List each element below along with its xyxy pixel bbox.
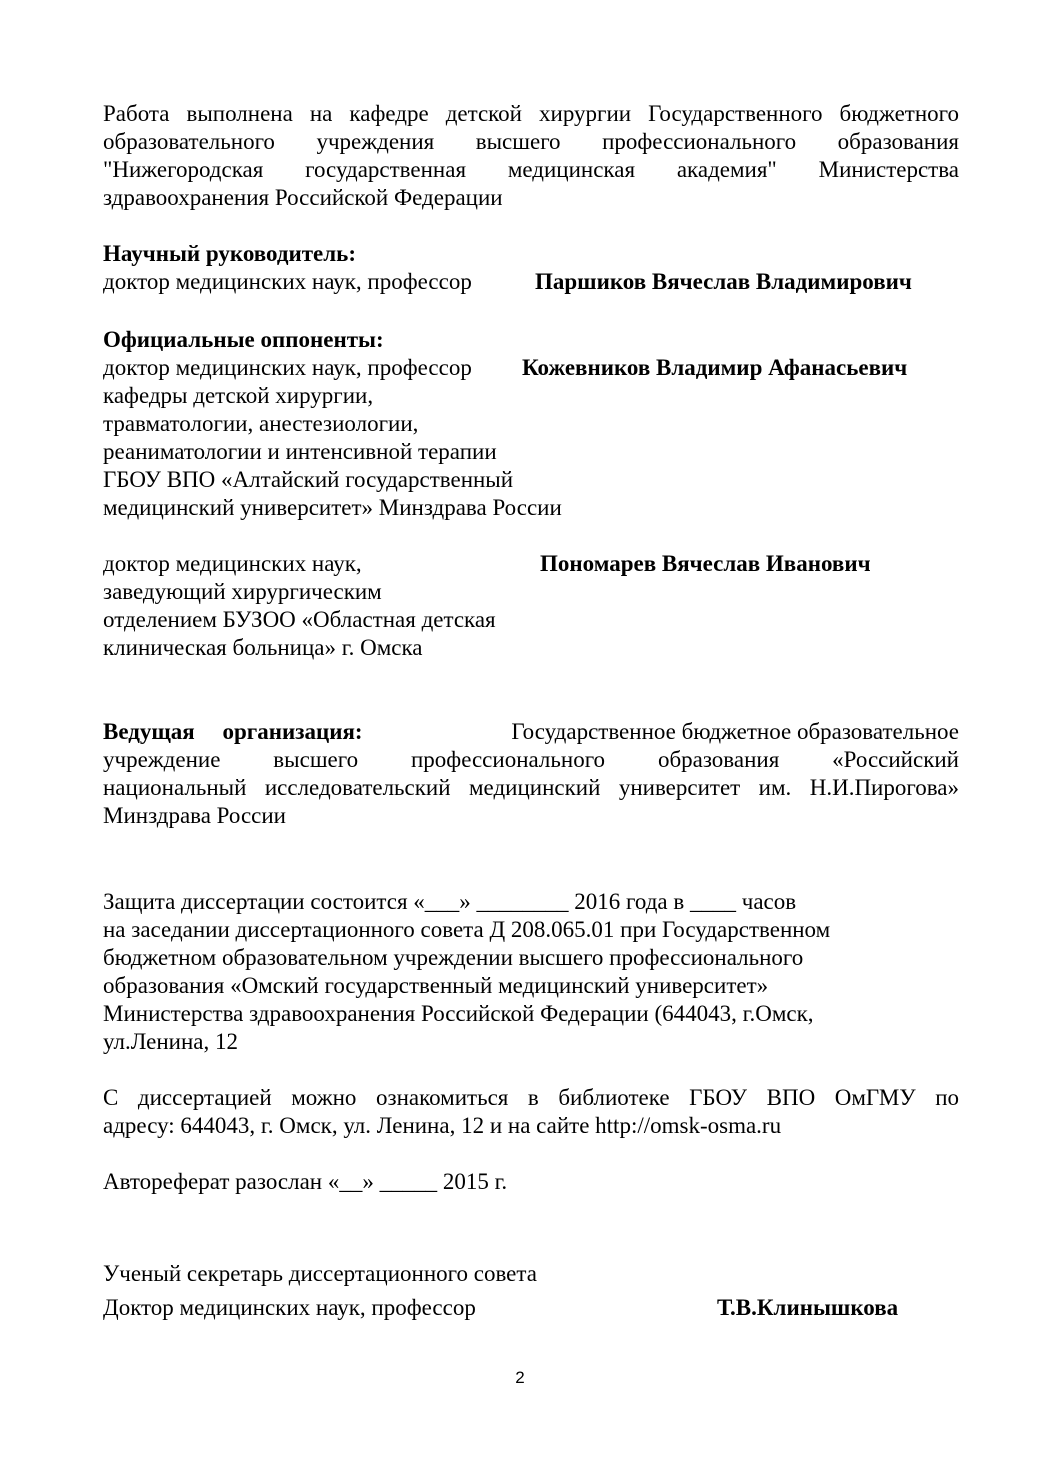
supervisor-row xyxy=(103,268,959,296)
opponent-first-line: травматологии, анестезиологии, xyxy=(103,411,419,436)
library-section xyxy=(103,1084,959,1140)
supervisor-section xyxy=(103,240,959,296)
opponent-first-name: Кожевников Владимир Афанасьевич xyxy=(522,355,908,380)
supervisor-title: доктор медицинских наук, профессор xyxy=(103,269,472,294)
opponents-heading: Официальные оппоненты: xyxy=(103,327,384,352)
document-page xyxy=(103,100,959,1322)
opponent-first-title: доктор медицинских наук, профессор xyxy=(103,355,472,380)
opponent-first-row xyxy=(103,354,959,382)
page-number: 2 xyxy=(515,1368,525,1387)
leading-org-line: учреждение высшего профессионального образования «Российский xyxy=(103,747,959,772)
leading-organization-section xyxy=(103,718,959,830)
supervisor-name: Паршиков Вячеслав Владимирович xyxy=(535,269,912,294)
abstract-sent-line: Автореферат разослан «__» _____ 2015 г. xyxy=(103,1169,508,1194)
secretary-section xyxy=(103,1260,959,1322)
opponent-first-line: медицинский университет» Минздрава России xyxy=(103,495,562,520)
leading-org-label: Ведущая организация: xyxy=(103,719,363,744)
defense-line: бюджетном образовательном учреждении высшего профессионального xyxy=(103,945,804,970)
defense-section xyxy=(103,888,959,1056)
opponents-section xyxy=(103,326,959,662)
opponent-second-row xyxy=(103,550,959,578)
intro-line: "Нижегородская государственная медицинская академия" Министерства xyxy=(103,157,959,182)
leading-org-line: национальный исследовательский медицинский университет им. Н.И.Пирогова» xyxy=(103,775,959,800)
opponent-second-title: доктор медицинских наук, xyxy=(103,551,362,576)
opponent-first-line: реаниматологии и интенсивной терапии xyxy=(103,439,497,464)
leading-org-first-line xyxy=(103,718,959,746)
secretary-name: Т.В.Клинышкова xyxy=(717,1295,899,1320)
defense-line: Министерства здравоохранения Российской Федерации (644043, г.Омск, xyxy=(103,1001,814,1026)
intro-line: здравоохранения Российской Федерации xyxy=(103,185,503,210)
opponent-first-line: ГБОУ ВПО «Алтайский государственный xyxy=(103,467,514,492)
abstract-section xyxy=(103,1168,959,1196)
opponent-second xyxy=(103,550,959,662)
opponent-second-name: Пономарев Вячеслав Иванович xyxy=(540,551,871,576)
opponent-first-line: кафедры детской хирургии, xyxy=(103,383,374,408)
intro-line: образовательного учреждения высшего профессионального образования xyxy=(103,129,959,154)
defense-line: ул.Ленина, 12 xyxy=(103,1029,239,1054)
secretary-heading: Ученый секретарь диссертационного совета xyxy=(103,1261,537,1286)
library-line: С диссертацией можно ознакомиться в библиотеке ГБОУ ВПО ОмГМУ по xyxy=(103,1085,959,1110)
intro-paragraph xyxy=(103,100,959,212)
defense-line: образования «Омский государственный медицинский университет» xyxy=(103,973,769,998)
library-line: адресу: 644043, г. Омск, ул. Ленина, 12 и на сайте http://omsk-osma.ru xyxy=(103,1113,782,1138)
secretary-row xyxy=(103,1294,959,1322)
opponent-second-line: отделением БУЗОО «Областная детская xyxy=(103,607,496,632)
leading-org-line: Минздрава России xyxy=(103,803,286,828)
secretary-title: Доктор медицинских наук, профессор xyxy=(103,1295,476,1320)
opponent-second-line: заведующий хирургическим xyxy=(103,579,382,604)
leading-org-line1-text: Государственное бюджетное образовательное xyxy=(511,719,959,744)
supervisor-heading: Научный руководитель: xyxy=(103,241,356,266)
opponent-second-line: клиническая больница» г. Омска xyxy=(103,635,423,660)
defense-line: Защита диссертации состоится «___» ________ 2016 года в ____ часов xyxy=(103,889,797,914)
intro-line: Работа выполнена на кафедре детской хирургии Государственного бюджетного xyxy=(103,101,959,126)
defense-line: на заседании диссертационного совета Д 208.065.01 при Государственном xyxy=(103,917,831,942)
